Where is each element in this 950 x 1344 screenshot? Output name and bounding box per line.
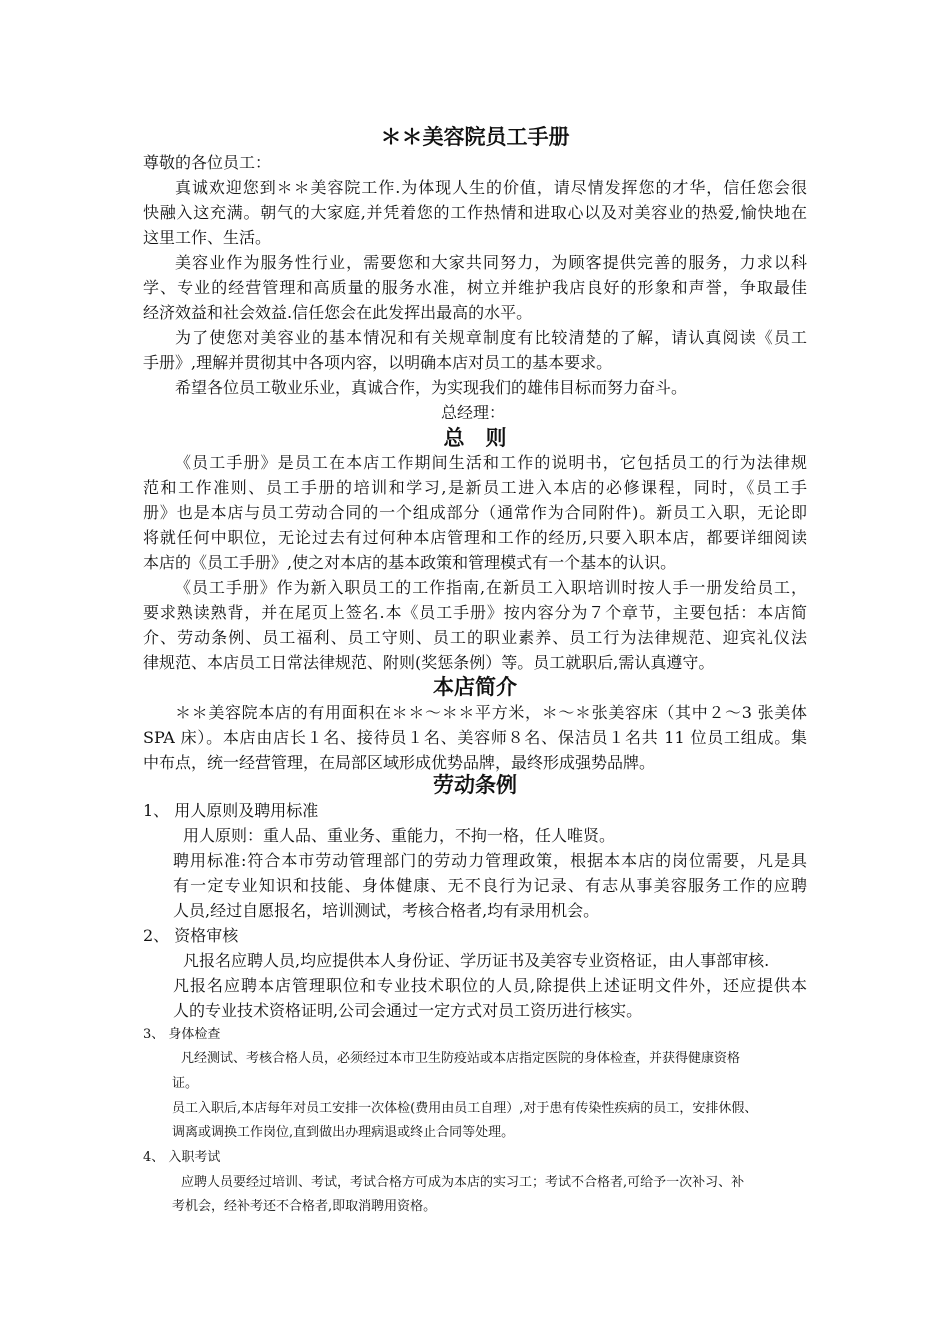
labor-item-line: 应聘人员要经过培训、考试，考试合格方可成为本店的实习工；考试不合格者,可给予一次补习、补 (181, 1175, 745, 1190)
labor-item-line: 人的专业技术资格证明,公司会通过一定方式对员工资历进行核实。 (173, 1001, 643, 1020)
labor-item-line: 人员,经过自愿报名，培训测试，考核合格者,均有录用机会。 (173, 901, 600, 920)
section-title-intro: 本店简介 (433, 675, 517, 699)
general-line: 将就任何中职位，无论过去有过何种本店管理和工作的经历,只要入职本店，都要详细阅读 (143, 528, 807, 547)
welcome-line: 学、专业的经营管理和高质量的服务水准，树立并维护我店良好的形象和声誉，争取最佳 (143, 278, 807, 297)
intro-line: SPA 床）。本店由店长１名、接待员１名、美容师８名、保洁员１名共 11 位员工组成。集 (143, 728, 807, 747)
section-title-general: 总 则 (443, 426, 507, 450)
labor-item-line: 调离或调换工作岗位,直到做出办理病退或终止合同等处理。 (172, 1125, 515, 1140)
labor-item-heading: 4、 入职考试 (143, 1150, 221, 1165)
greeting: 尊敬的各位员工： (143, 153, 272, 172)
labor-item-line: 员工入职后,本店每年对员工安排一次体检(费用由员工自理）,对于患有传染性疾病的员工，安排休假、 (172, 1101, 758, 1116)
general-line: 范和工作准则、员工手册的培训和学习,是新员工进入本店的必修课程，同时，《员工手 (143, 478, 807, 497)
general-line: 《员工手册》是员工在本店工作期间生活和工作的说明书，它包括员工的行为法律规 (175, 453, 807, 472)
general-line: 介、劳动条例、员工福利、员工守则、员工的职业素养、员工行为法律规范、迎宾礼仪法 (143, 628, 807, 647)
labor-item-heading: 1、 用人原则及聘用标准 (143, 801, 319, 820)
labor-item-line: 用人原则：重人品、重业务、重能力，不拘一格，任人唯贤。 (183, 826, 616, 845)
general-line: 要求熟读熟背，并在尾页上签名.本《员工手册》按内容分为７个章节，主要包括：本店简 (143, 603, 807, 622)
welcome-line: 希望各位员工敬业乐业，真诚合作，为实现我们的雄伟目标而努力奋斗。 (175, 378, 688, 397)
labor-item-heading: 3、 身体检查 (143, 1027, 221, 1042)
document-title: ＊＊美容院员工手册 (380, 125, 570, 149)
labor-item-line: 凡经测试、考核合格人员，必须经过本市卫生防疫站或本店指定医院的身体检查，并获得健康资格 (181, 1051, 741, 1066)
welcome-line: 这里工作、生活。 (143, 228, 272, 247)
general-line: 《员工手册》作为新入职员工的工作指南,在新员工入职培训时按人手一册发给员工， (175, 578, 807, 597)
intro-line: 中布点，统一经营管理，在局部区域形成优势品牌，最终形成强势品牌。 (143, 753, 656, 772)
general-line: 律规范、本店员工日常法律规范、附则(奖惩条例）等。员工就职后,需认真遵守。 (143, 653, 715, 672)
welcome-line: 手册》,理解并贯彻其中各项内容，以明确本店对员工的基本要求。 (143, 353, 613, 372)
welcome-line: 经济效益和社会效益.信任您会在此发挥出最高的水平。 (143, 303, 533, 322)
general-line: 册》也是本店与员工劳动合同的一个组成部分（通常作为合同附件)。新员工入职，无论即 (143, 503, 807, 522)
welcome-line: 为了使您对美容业的基本情况和有关规章制度有比较清楚的了解，请认真阅读《员工 (175, 328, 807, 347)
labor-item-line: 考机会，经补考还不合格者,即取消聘用资格。 (172, 1199, 437, 1214)
section-title-labor: 劳动条例 (433, 773, 517, 797)
labor-item-heading: 2、 资格审核 (143, 926, 239, 945)
signature: 总经理： (441, 403, 506, 422)
labor-item-line: 证。 (172, 1076, 199, 1091)
welcome-line: 真诚欢迎您到＊＊美容院工作.为体现人生的价值，请尽情发挥您的才华，信任您会很 (175, 178, 807, 197)
welcome-line: 美容业作为服务性行业，需要您和大家共同努力，为顾客提供完善的服务，力求以科 (175, 253, 807, 272)
labor-item-line: 聘用标准:符合本市劳动管理部门的劳动力管理政策，根据本本店的岗位需要，凡是具 (173, 851, 807, 870)
welcome-line: 快融入这充满。朝气的大家庭,并凭着您的工作热情和进取心以及对美容业的热爱,愉快地在 (143, 203, 807, 222)
general-line: 本店的《员工手册》,使之对本店的基本政策和管理模式有一个基本的认识。 (143, 553, 677, 572)
labor-item-line: 凡报名应聘本店管理职位和专业技术职位的人员,除提供上述证明文件外，还应提供本 (173, 976, 807, 995)
labor-item-line: 有一定专业知识和技能、身体健康、无不良行为记录、有志从事美容服务工作的应聘 (173, 876, 807, 895)
intro-line: ＊＊美容院本店的有用面积在＊＊～＊＊平方米，＊～＊张美容床（其中２～3 张美体 (175, 703, 807, 722)
labor-item-line: 凡报名应聘人员,均应提供本人身份证、学历证书及美容专业资格证，由人事部审核. (183, 951, 770, 970)
